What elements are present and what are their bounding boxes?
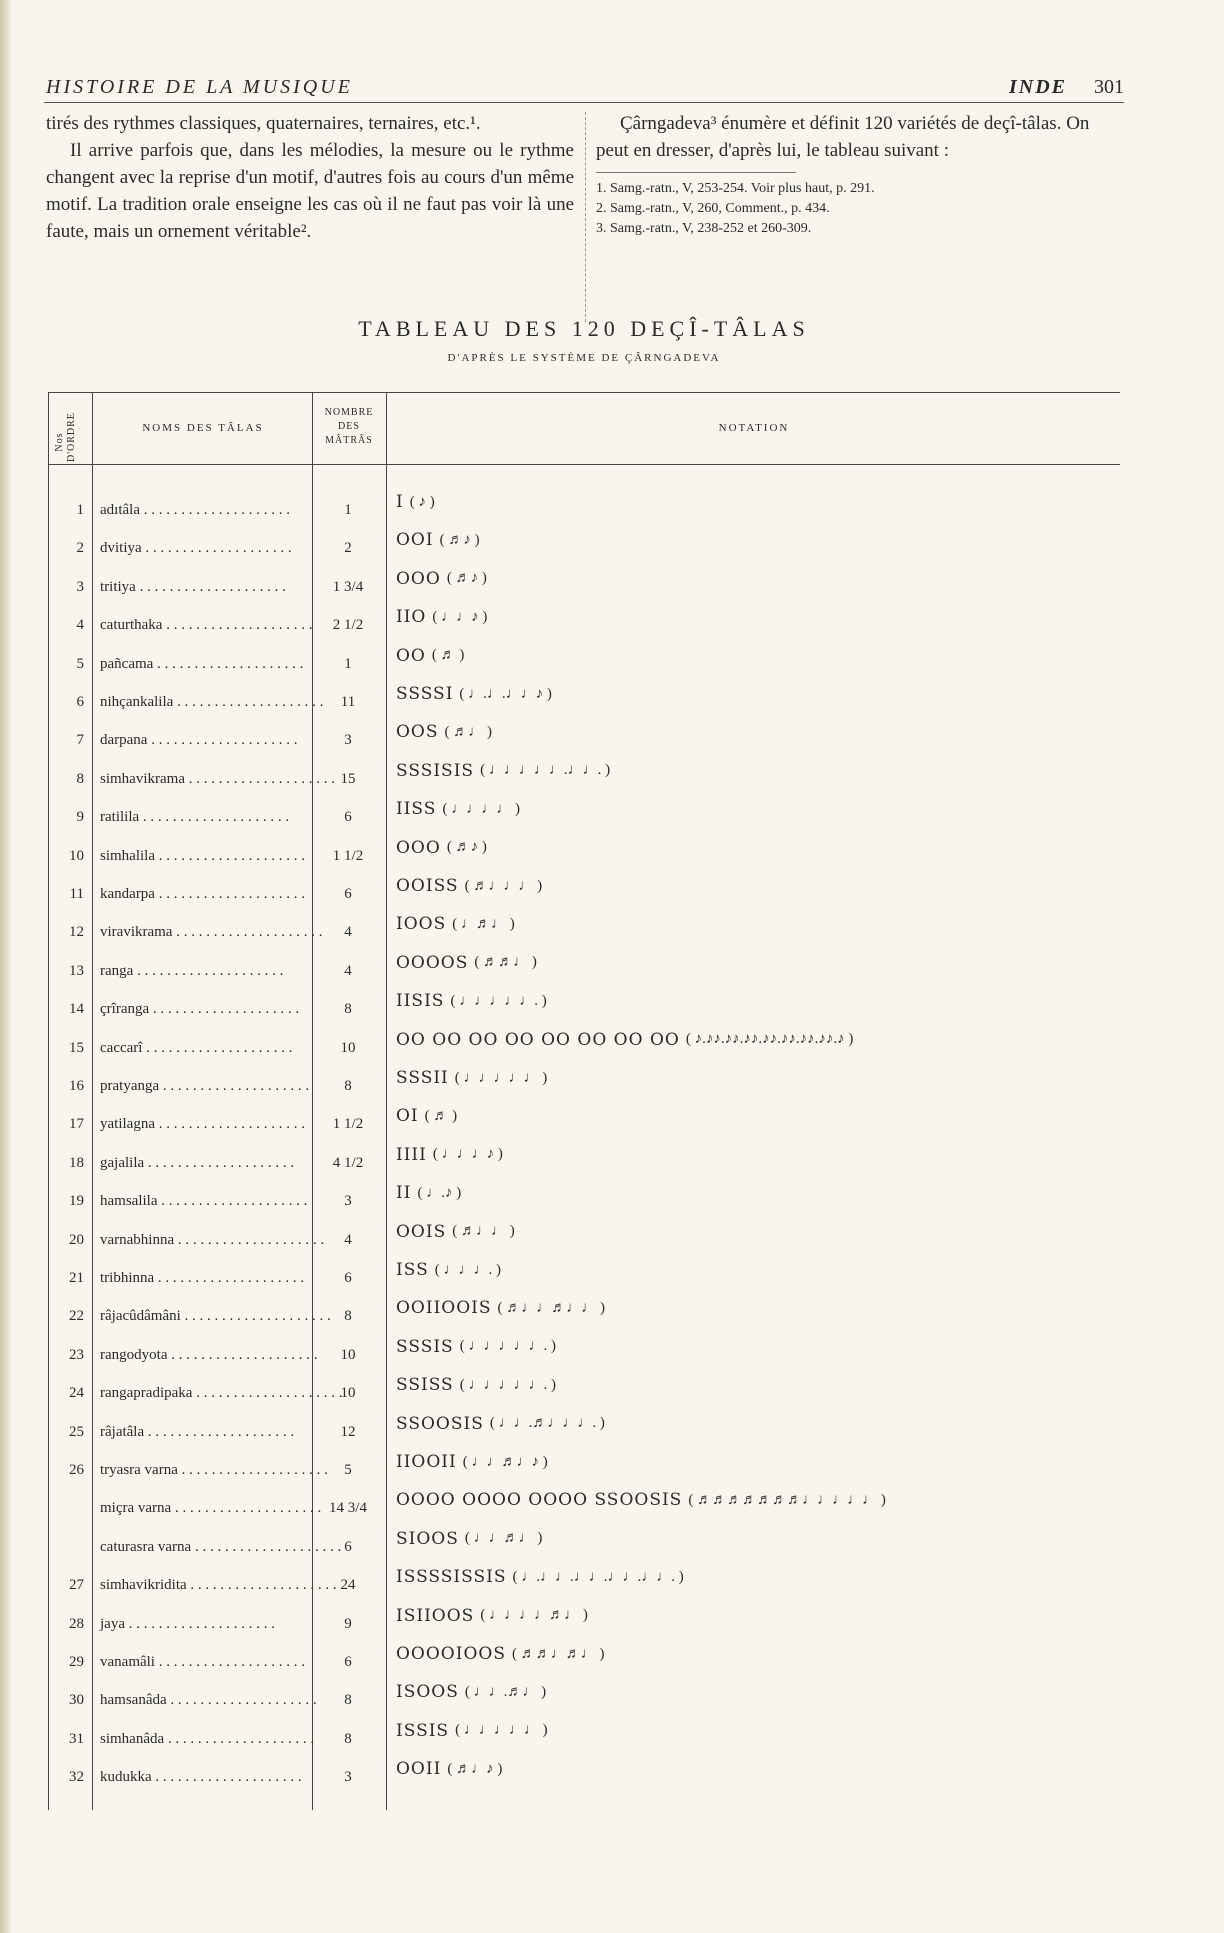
musical-notation: ( ♩♩.♬♩♩♩. ) bbox=[489, 1415, 605, 1432]
notation-cell bbox=[396, 1682, 546, 1720]
matra-count: 8 bbox=[344, 1078, 352, 1094]
notation-cell bbox=[396, 1260, 501, 1298]
tala-symbols: OOOOIOOS bbox=[396, 1644, 506, 1664]
tala-name: varnabhinna . . . . . . . . . . . . . . . . . . . . bbox=[100, 1231, 325, 1248]
table-row bbox=[48, 530, 1120, 568]
note-glyphs: ♩♩♩. bbox=[443, 1261, 493, 1278]
table-row bbox=[48, 684, 1120, 722]
matra-count: 10 bbox=[340, 1039, 356, 1056]
tala-name: viravikrama . . . . . . . . . . . . . . . . . . . . bbox=[100, 924, 323, 941]
matra-count: 4 bbox=[344, 1231, 352, 1248]
musical-notation: ( ♩.♩.♩♩♪ ) bbox=[459, 685, 552, 702]
note-glyphs: ♬♩♩ bbox=[461, 1223, 506, 1240]
tala-symbols: SSSISIS bbox=[396, 760, 475, 781]
notation-cell bbox=[396, 799, 520, 837]
table-title: TABLEAU DES 120 DEÇÎ-TÂLAS bbox=[358, 316, 810, 341]
table-row bbox=[48, 1260, 1120, 1298]
tala-symbols: IIOOII bbox=[396, 1452, 457, 1472]
musical-notation: ( ♩♩♩♩ ) bbox=[442, 800, 520, 817]
tala-name: ratilila . . . . . . . . . . . . . . . . . . . . bbox=[100, 809, 290, 826]
matra-count: 6 bbox=[344, 809, 352, 826]
matra-count: 10 bbox=[340, 1385, 356, 1402]
musical-notation: ( ♪.♪♪.♪♪.♪♪.♪♪.♪♪.♪♪.♪♪.♪ ) bbox=[685, 1031, 854, 1048]
matra-count: 15 bbox=[340, 770, 356, 787]
table-row bbox=[48, 1183, 1120, 1221]
musical-notation: ( ♩♩♪ ) bbox=[432, 608, 488, 625]
note-glyphs: ♩♩♩♩ bbox=[451, 800, 512, 817]
tala-name: simhanâda . . . . . . . . . . . . . . . . . . . . bbox=[100, 1730, 315, 1747]
notation-cell bbox=[396, 761, 610, 799]
musical-notation: ( ♬♬♩♬♩ ) bbox=[511, 1645, 605, 1662]
notation-cell bbox=[396, 1375, 556, 1413]
tala-name: nihçankalila . . . . . . . . . . . . . . . . . . . . bbox=[100, 694, 324, 710]
note-glyphs: ♩♩.♬♩ bbox=[473, 1683, 538, 1700]
matra-count: 3 bbox=[344, 732, 352, 749]
matra-count: 11 bbox=[340, 694, 356, 710]
row-number: 14 bbox=[69, 1001, 84, 1018]
notation-cell bbox=[396, 1644, 604, 1682]
row-number: 1 bbox=[76, 502, 84, 518]
tala-name: tryasra varna . . . . . . . . . . . . . . . . . . . . bbox=[100, 1462, 328, 1478]
table-row bbox=[48, 1030, 1120, 1068]
tala-name: simhavikrama . . . . . . . . . . . . . . . . . . . . bbox=[100, 770, 335, 787]
notation-cell bbox=[396, 1030, 853, 1068]
note-glyphs: ♬♪ bbox=[448, 531, 471, 548]
table-row bbox=[48, 492, 1120, 530]
tala-name: dvitiya . . . . . . . . . . . . . . . . . . . . bbox=[100, 540, 292, 557]
tala-name: pratyanga . . . . . . . . . . . . . . . . . . . . bbox=[100, 1078, 310, 1094]
musical-notation: ( ♬♩♩ ) bbox=[452, 1223, 515, 1240]
musical-notation: ( ♩.♪ ) bbox=[417, 1184, 462, 1201]
tala-name: gajalila . . . . . . . . . . . . . . . . . . . . bbox=[100, 1154, 295, 1171]
row-number: 20 bbox=[69, 1231, 84, 1248]
table-row bbox=[48, 991, 1120, 1029]
notation-cell bbox=[396, 1106, 457, 1144]
tala-name: jaya . . . . . . . . . . . . . . . . . . . . bbox=[100, 1615, 275, 1632]
table-row bbox=[48, 1567, 1120, 1605]
notation-cell bbox=[396, 991, 547, 1029]
notation-cell bbox=[396, 1721, 548, 1759]
table-subtitle: D'APRÈS LE SYSTÈME DE ÇÂRNGADEVA bbox=[447, 352, 721, 364]
header-tala-names: NOMS DES TÂLAS bbox=[142, 422, 264, 434]
table-row bbox=[48, 1490, 1120, 1528]
running-header bbox=[44, 72, 1124, 106]
row-number: 21 bbox=[69, 1270, 84, 1286]
table-row bbox=[48, 1682, 1120, 1720]
matra-count: 6 bbox=[344, 1538, 352, 1555]
note-glyphs: ♩♩♩♩♩.♩♩. bbox=[488, 762, 602, 779]
tala-name: kandarpa . . . . . . . . . . . . . . . . . . . . bbox=[100, 886, 305, 902]
notation-cell bbox=[396, 607, 487, 645]
tala-symbols: OOOO OOOO OOOO SSOOSIS bbox=[396, 1490, 683, 1511]
musical-notation: ( ♬♩♩♩ ) bbox=[464, 877, 543, 894]
header-order-number: Nos D'ORDRE bbox=[54, 412, 77, 462]
table-row bbox=[48, 914, 1120, 952]
notation-cell bbox=[396, 1222, 515, 1260]
tala-name: hamsalila . . . . . . . . . . . . . . . . . . . . bbox=[100, 1193, 308, 1210]
table-row bbox=[48, 646, 1120, 684]
row-number: 25 bbox=[69, 1423, 84, 1440]
table-rule-top bbox=[48, 392, 1120, 393]
matra-count: 8 bbox=[344, 1692, 352, 1709]
footnote: 3. Samg.-ratn., V, 238-252 et 260-309. bbox=[596, 221, 812, 236]
table-row bbox=[48, 607, 1120, 645]
musical-notation: ( ♩♩♩♩♩. ) bbox=[459, 1376, 556, 1393]
note-glyphs: ♬ bbox=[433, 1107, 449, 1124]
notation-cell bbox=[396, 914, 515, 952]
tala-symbols: SSOOSIS bbox=[396, 1413, 484, 1434]
row-number: 9 bbox=[76, 809, 84, 826]
row-number: 13 bbox=[69, 962, 84, 979]
tala-symbols: SSSII bbox=[396, 1068, 449, 1088]
footnote: 2. Samg.-ratn., V, 260, Comment., p. 434. bbox=[596, 201, 830, 216]
matra-count: 1 bbox=[344, 502, 352, 518]
row-number: 16 bbox=[69, 1078, 84, 1094]
tala-name: tribhinna . . . . . . . . . . . . . . . . . . . . bbox=[100, 1270, 305, 1286]
table-row bbox=[48, 1606, 1120, 1644]
note-glyphs: ♩♩♩♩♩. bbox=[459, 992, 538, 1009]
table-row bbox=[48, 1145, 1120, 1183]
tala-name: simhalila . . . . . . . . . . . . . . . . . . . . bbox=[100, 847, 305, 864]
musical-notation: ( ♬♬♬♬♬♬♬♩♩♩♩♩ ) bbox=[688, 1491, 886, 1508]
matra-count: 14 3/4 bbox=[329, 1500, 367, 1517]
notation-cell bbox=[396, 569, 487, 607]
tala-symbols: IOOS bbox=[396, 914, 447, 935]
notation-cell bbox=[396, 1145, 503, 1183]
note-glyphs: ♪ bbox=[418, 493, 426, 510]
row-number: 23 bbox=[69, 1346, 84, 1363]
row-number: 29 bbox=[69, 1654, 84, 1670]
notation-cell bbox=[396, 684, 552, 722]
note-glyphs: ♬♩♪ bbox=[456, 1760, 494, 1777]
tala-name: adıtâla . . . . . . . . . . . . . . . . . . . . bbox=[100, 502, 290, 518]
tala-name: vanamâli . . . . . . . . . . . . . . . . . . . . bbox=[100, 1654, 305, 1670]
table-row bbox=[48, 876, 1120, 914]
tala-symbols: OOISS bbox=[396, 876, 459, 896]
tala-name: caturthaka . . . . . . . . . . . . . . . . . . . . bbox=[100, 617, 313, 634]
header-matras: NOMBRE DES MÂTRÂS bbox=[324, 407, 374, 446]
tala-name: pañcama . . . . . . . . . . . . . . . . . . . . bbox=[100, 655, 304, 672]
matra-count: 6 bbox=[344, 1270, 352, 1286]
notation-cell bbox=[396, 492, 435, 530]
table-row bbox=[48, 569, 1120, 607]
note-glyphs: ♬ bbox=[440, 647, 456, 664]
note-glyphs: ♩♩♩♩♬♩ bbox=[489, 1607, 580, 1624]
musical-notation: ( ♬♩ ) bbox=[444, 723, 493, 740]
notation-cell bbox=[396, 1529, 542, 1567]
tala-symbols: IISIS bbox=[396, 991, 445, 1012]
note-glyphs: ♩.♩.♩♩♪ bbox=[468, 685, 544, 702]
musical-notation: ( ♩♩♩♩♬♩ ) bbox=[480, 1607, 588, 1624]
matra-count: 5 bbox=[344, 1462, 352, 1478]
paragraph: tirés des rythmes classiques, quaternaires, ternaires, etc.¹. bbox=[46, 113, 481, 134]
note-glyphs: ♬♩ bbox=[453, 723, 484, 740]
musical-notation: ( ♩♩♩♩♩.♩♩. ) bbox=[480, 762, 611, 779]
matra-count: 6 bbox=[344, 1654, 352, 1670]
note-glyphs: ♩.♩♩.♩♩.♩♩.♩♩. bbox=[521, 1568, 675, 1585]
footnotes bbox=[596, 179, 1124, 239]
row-number: 6 bbox=[76, 694, 84, 710]
row-number: 11 bbox=[69, 886, 84, 902]
row-number: 22 bbox=[69, 1308, 84, 1325]
musical-notation: ( ♩♩.♬♩ ) bbox=[464, 1683, 547, 1700]
musical-notation: ( ♬ ) bbox=[431, 647, 465, 664]
row-number: 24 bbox=[69, 1385, 84, 1402]
table-row bbox=[48, 1759, 1120, 1797]
right-text-column bbox=[596, 110, 1124, 239]
notation-cell bbox=[396, 1414, 605, 1452]
row-number: 4 bbox=[76, 617, 84, 634]
tala-symbols: I bbox=[396, 492, 404, 512]
book-page bbox=[44, 0, 1124, 1933]
page-binding-edge bbox=[0, 0, 12, 1933]
matra-count: 4 bbox=[344, 924, 352, 941]
notation-cell bbox=[396, 953, 537, 991]
musical-notation: ( ♩♩♩. ) bbox=[434, 1261, 501, 1278]
tala-name: ranga . . . . . . . . . . . . . . . . . . . . bbox=[100, 962, 284, 979]
note-glyphs: ♩♩♩♪ bbox=[441, 1146, 495, 1163]
column-divider bbox=[585, 112, 587, 322]
note-glyphs: ♩♩♪ bbox=[441, 608, 479, 625]
musical-notation: ( ♬♩♩♬♩♩ ) bbox=[497, 1299, 606, 1316]
note-glyphs: ♩♬♩ bbox=[461, 915, 506, 932]
note-glyphs: ♩♩♩♩♩. bbox=[468, 1376, 548, 1393]
header-notation: NOTATION bbox=[718, 422, 790, 434]
notation-cell bbox=[396, 646, 464, 684]
matra-count: 2 bbox=[344, 540, 352, 557]
tala-symbols: OI bbox=[396, 1106, 419, 1127]
musical-notation: ( ♬♪ ) bbox=[446, 839, 487, 856]
note-glyphs: ♩.♪ bbox=[426, 1184, 453, 1201]
table-row bbox=[48, 1644, 1120, 1682]
matra-count: 6 bbox=[344, 886, 352, 902]
tala-symbols: SSSSI bbox=[396, 684, 454, 704]
notation-cell bbox=[396, 1567, 684, 1605]
musical-notation: ( ♩♬♩ ) bbox=[452, 915, 515, 932]
musical-notation: ( ♩♩♩♩♩ ) bbox=[455, 1722, 548, 1739]
notation-cell bbox=[396, 876, 542, 914]
matra-count: 12 bbox=[340, 1423, 356, 1440]
tala-symbols: ISS bbox=[396, 1260, 429, 1280]
notation-cell bbox=[396, 1490, 886, 1528]
notation-cell bbox=[396, 1337, 556, 1375]
paragraph: Çârngadeva³ énumère et définit 120 variétés de deçî-tâlas. On peut en dresser, d'après lui, le tableau suivant : bbox=[596, 113, 1090, 161]
tala-symbols: SSISS bbox=[396, 1375, 454, 1396]
note-glyphs: ♩♩♩♩♩ bbox=[463, 1069, 539, 1086]
matra-count: 8 bbox=[344, 1730, 352, 1747]
matra-count: 4 1/2 bbox=[332, 1154, 364, 1171]
tala-symbols: OOII bbox=[396, 1759, 442, 1780]
tala-symbols: SIOOS bbox=[396, 1528, 459, 1549]
matra-count: 4 bbox=[344, 962, 352, 979]
table-row bbox=[48, 953, 1120, 991]
tala-symbols: OOO bbox=[396, 568, 441, 589]
table-row bbox=[48, 1721, 1120, 1759]
tala-name: caccarî . . . . . . . . . . . . . . . . . . . . bbox=[100, 1039, 293, 1056]
tala-name: hamsanâda . . . . . . . . . . . . . . . . . . . . bbox=[100, 1692, 317, 1709]
table-row bbox=[48, 1414, 1120, 1452]
matra-count: 2 1/2 bbox=[332, 617, 364, 634]
tala-name: darpana . . . . . . . . . . . . . . . . . . . . bbox=[100, 732, 298, 749]
tala-symbols: OOOOS bbox=[396, 952, 469, 973]
note-glyphs: ♪.♪♪.♪♪.♪♪.♪♪.♪♪.♪♪.♪♪.♪ bbox=[694, 1031, 845, 1048]
table-row bbox=[48, 1452, 1120, 1490]
tala-name: çrîranga . . . . . . . . . . . . . . . . . . . . bbox=[100, 1001, 300, 1018]
note-glyphs: ♩♩♬♩ bbox=[473, 1530, 534, 1547]
row-number: 30 bbox=[69, 1692, 84, 1709]
tala-symbols: IIO bbox=[396, 607, 427, 628]
table-row bbox=[48, 1068, 1120, 1106]
tala-name: miçra varna . . . . . . . . . . . . . . . . . . . . bbox=[100, 1500, 322, 1517]
musical-notation: ( ♩♩♩♩♩ ) bbox=[454, 1069, 548, 1086]
row-number: 26 bbox=[69, 1462, 84, 1478]
row-number: 7 bbox=[76, 732, 84, 749]
table-row bbox=[48, 761, 1120, 799]
tala-name: tritiya . . . . . . . . . . . . . . . . . . . . bbox=[100, 578, 286, 595]
row-number: 2 bbox=[76, 540, 84, 557]
musical-notation: ( ♬♪ ) bbox=[439, 531, 480, 548]
notation-cell bbox=[396, 1183, 461, 1221]
tala-name: kudukka . . . . . . . . . . . . . . . . . . . . bbox=[100, 1769, 302, 1786]
tala-symbols: ISSIS bbox=[396, 1720, 450, 1741]
tala-symbols: OOIS bbox=[396, 1221, 447, 1242]
table-row bbox=[48, 799, 1120, 837]
table-row bbox=[48, 1337, 1120, 1375]
tala-symbols: OO bbox=[396, 645, 426, 666]
tala-name: râjatâla . . . . . . . . . . . . . . . . . . . . bbox=[100, 1423, 295, 1440]
table-rule-header bbox=[48, 464, 1120, 465]
page-number: 301 bbox=[1094, 76, 1124, 98]
musical-notation: ( ♬♪ ) bbox=[446, 570, 487, 587]
header-rule bbox=[44, 102, 1124, 103]
matra-count: 1 bbox=[344, 655, 352, 672]
notation-cell bbox=[396, 838, 487, 876]
tala-name: yatilagna . . . . . . . . . . . . . . . . . . . . bbox=[100, 1116, 305, 1133]
matra-count: 3 bbox=[344, 1769, 352, 1786]
table-row bbox=[48, 1222, 1120, 1260]
tala-symbols: OO OO OO OO OO OO OO OO bbox=[396, 1029, 680, 1050]
note-glyphs: ♬♬♩♬♩ bbox=[520, 1645, 596, 1662]
tala-symbols: OOI bbox=[396, 530, 434, 551]
tala-symbols: SSSIS bbox=[396, 1336, 454, 1357]
table-row bbox=[48, 1529, 1120, 1567]
matra-count: 10 bbox=[340, 1346, 356, 1363]
footnote-rule bbox=[596, 172, 796, 173]
row-number: 31 bbox=[69, 1730, 84, 1747]
row-number: 12 bbox=[69, 924, 84, 941]
tala-name: rangapradipaka . . . . . . . . . . . . . . . . . . . . bbox=[100, 1385, 343, 1402]
note-glyphs: ♬♪ bbox=[455, 570, 479, 587]
matra-count: 1 3/4 bbox=[332, 578, 364, 595]
header-section: INDE bbox=[1008, 76, 1067, 98]
tala-symbols: OOS bbox=[396, 722, 439, 743]
notation-cell bbox=[396, 1759, 502, 1797]
musical-notation: ( ♩♩♬♩ ) bbox=[464, 1530, 543, 1547]
row-number: 3 bbox=[76, 578, 84, 595]
header-right bbox=[1009, 76, 1124, 99]
tala-symbols: IIII bbox=[396, 1144, 427, 1165]
musical-notation: ( ♩♩♬♩♪ ) bbox=[462, 1453, 548, 1470]
matra-count: 9 bbox=[344, 1615, 352, 1632]
tala-symbols: ISOOS bbox=[396, 1682, 459, 1703]
tala-symbols: ISIIOOS bbox=[396, 1605, 475, 1626]
note-glyphs: ♩♩♩♩♩. bbox=[468, 1338, 548, 1355]
note-glyphs: ♬♪ bbox=[455, 839, 479, 856]
note-glyphs: ♬♬♬♬♬♬♬♩♩♩♩♩ bbox=[697, 1491, 878, 1508]
tala-symbols: OOIIOOIS bbox=[396, 1298, 492, 1319]
row-number: 8 bbox=[76, 770, 84, 787]
note-glyphs: ♬♩♩♩ bbox=[473, 877, 534, 894]
musical-notation: ( ♬♬♩ ) bbox=[474, 954, 537, 971]
row-number: 28 bbox=[69, 1615, 84, 1632]
notation-cell bbox=[396, 1298, 605, 1336]
paragraph: Il arrive parfois que, dans les mélodies, la mesure ou le rythme changent avec la reprise d'un motif, d'autres fois au cours d'un même motif. La tradition orale enseigne les cas où il ne faut pas voir là une faute, mais un ornement véritable². bbox=[46, 140, 574, 242]
tala-table bbox=[48, 392, 1120, 1810]
tala-name: simhavikridita . . . . . . . . . . . . . . . . . . . . bbox=[100, 1577, 337, 1594]
musical-notation: ( ♩♩♩♩♩. ) bbox=[459, 1338, 556, 1355]
tala-symbols: ISSSSISSIS bbox=[396, 1567, 507, 1588]
notation-cell bbox=[396, 722, 492, 760]
notation-cell bbox=[396, 530, 480, 568]
note-glyphs: ♩♩.♬♩♩♩. bbox=[498, 1415, 597, 1432]
row-number: 5 bbox=[76, 655, 84, 672]
note-glyphs: ♬♬♩ bbox=[483, 954, 529, 971]
table-row bbox=[48, 838, 1120, 876]
row-number: 19 bbox=[69, 1193, 84, 1210]
matra-count: 3 bbox=[344, 1193, 352, 1210]
note-glyphs: ♬♩♩♬♩♩ bbox=[506, 1299, 597, 1316]
table-row bbox=[48, 722, 1120, 760]
musical-notation: ( ♩.♩♩.♩♩.♩♩.♩♩. ) bbox=[512, 1568, 684, 1585]
footnote: 1. Samg.-ratn., V, 253-254. Voir plus haut, p. 291. bbox=[596, 181, 875, 196]
note-glyphs: ♩♩♩♩♩ bbox=[463, 1722, 539, 1739]
row-number: 10 bbox=[69, 847, 84, 864]
matra-count: 24 bbox=[340, 1577, 356, 1594]
musical-notation: ( ♩♩♩♩♩. ) bbox=[450, 992, 547, 1009]
notation-cell bbox=[396, 1452, 548, 1490]
row-number: 15 bbox=[69, 1039, 84, 1056]
matra-count: 8 bbox=[344, 1308, 352, 1325]
tala-symbols: II bbox=[396, 1183, 412, 1204]
tala-name: râjacûdâmâni . . . . . . . . . . . . . . . . . . . . bbox=[100, 1308, 331, 1325]
musical-notation: ( ♬ ) bbox=[424, 1107, 458, 1124]
row-number: 18 bbox=[69, 1154, 84, 1171]
row-number: 17 bbox=[69, 1116, 84, 1133]
musical-notation: ( ♩♩♩♪ ) bbox=[432, 1146, 503, 1163]
matra-count: 1 1/2 bbox=[332, 1116, 364, 1133]
musical-notation: ( ♬♩♪ ) bbox=[447, 1760, 503, 1777]
row-number: 27 bbox=[69, 1577, 84, 1594]
note-glyphs: ♩♩♬♩♪ bbox=[471, 1453, 539, 1470]
notation-cell bbox=[396, 1068, 547, 1106]
tala-symbols: IISS bbox=[396, 799, 437, 820]
musical-notation: ( ♪ ) bbox=[409, 493, 435, 510]
left-text-column bbox=[46, 110, 574, 245]
table-row bbox=[48, 1375, 1120, 1413]
tala-name: rangodyota . . . . . . . . . . . . . . . . . . . . bbox=[100, 1346, 318, 1363]
notation-cell bbox=[396, 1606, 588, 1644]
matra-count: 1 1/2 bbox=[332, 847, 364, 864]
tala-symbols: OOO bbox=[396, 837, 441, 858]
table-row bbox=[48, 1298, 1120, 1336]
header-book-title: HISTOIRE DE LA MUSIQUE bbox=[46, 76, 353, 98]
table-row bbox=[48, 1106, 1120, 1144]
matra-count: 8 bbox=[344, 1001, 352, 1018]
tala-name: caturasra varna . . . . . . . . . . . . . . . . . . . . bbox=[100, 1538, 342, 1555]
row-number: 32 bbox=[69, 1769, 84, 1786]
